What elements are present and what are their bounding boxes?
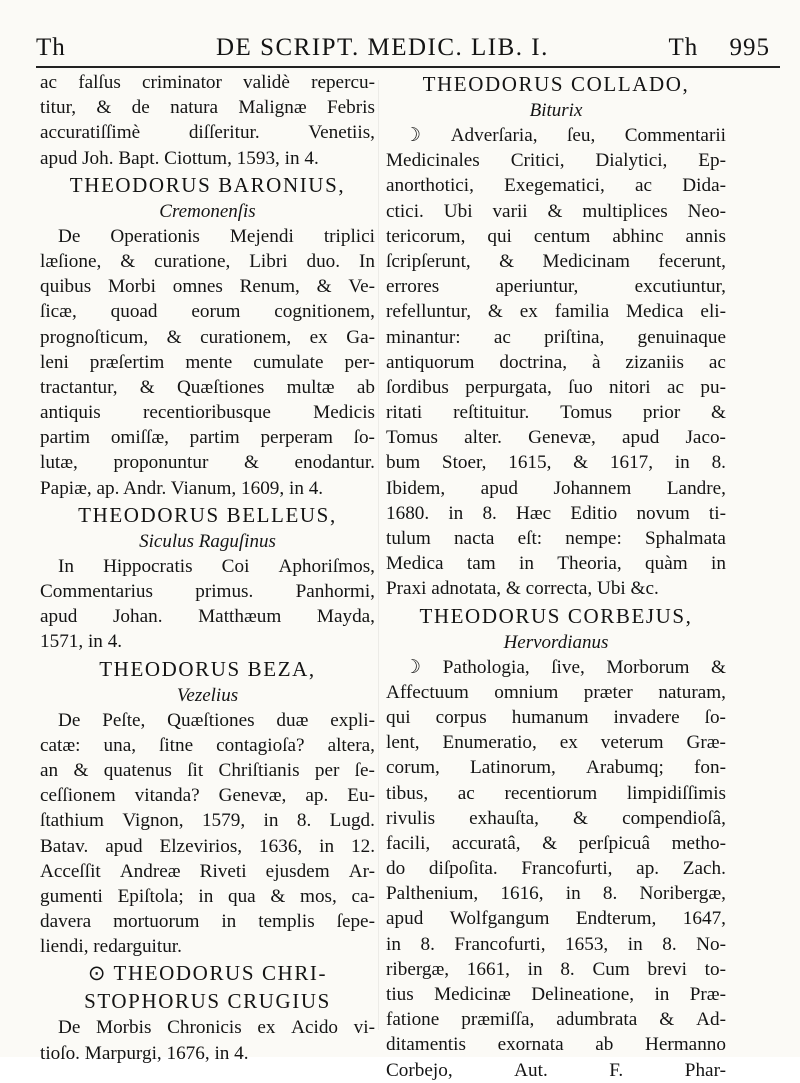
text-line: rivulis exhauſta, & compendioſâ, [386,807,726,829]
text-line: tericorum, qui centum abhinc annis [386,225,726,247]
page-number: 995 [729,34,770,61]
text-line: fatione præmiſſa, adumbrata & Ad- [386,1009,726,1031]
text-line: Medica tam in Theoria, quàm in [386,553,726,575]
text-line: tibus, ac recentiorum limpidiſſimis [386,782,726,804]
entry-heading: THEODORUS BELLEUS, [78,502,337,527]
text-line: Tomus alter. Genevæ, apud Jaco- [386,427,726,449]
text-line: quibus Morbi omnes Renum, & Ve- [40,276,375,298]
text-line: Palthenium, 1616, in 8. Noribergæ, [386,883,726,905]
text-line: refelluntur, & ex familia Medica eli- [386,301,726,323]
text-line: ctici. Ubi varii & multiplices Neo- [386,200,726,222]
text-line: prognoſticum, & curationem, ex Ga- [40,326,375,348]
header-rule [36,66,780,68]
text-line: tius Medicinæ Delineatione, in Præ- [386,984,726,1005]
entry-origin: Siculus Raguſinus [139,530,276,552]
entry-origin: Vezelius [176,684,239,706]
text-line: corum, Latinorum, Arabumq; fon- [386,757,726,779]
text-line: catæ: una, ſitne contagioſa? altera, [40,734,375,756]
text-line: accuratiſſimè diſſeritur. Venetiis, [40,122,375,144]
text-line: lutæ, proponuntur & enodantur. [40,452,375,474]
entry-last-line: Praxi adnotata, & correcta, Ubi &c. [386,578,659,600]
entry-last-line: tioſo. Marpurgi, 1676, in 4. [40,1042,249,1064]
text-line: apud Wolfgangum Endterum, 1647, [386,908,726,930]
entry-first-line: ☽ Adverſaria, ſeu, Commentarii [404,125,726,146]
text-line: apud Johan. Matthæum Mayda, [40,606,375,628]
text-line: minantur: ac priſtina, genuinaque [386,326,726,348]
entry-first-line: De Peſte, Quæſtiones duæ expli- [58,709,375,731]
entry-last-line: Papiæ, ap. Andr. Vianum, 1609, in 4. [40,477,324,499]
text-line: tractantur, & Quæſtiones multæ ab [40,376,375,398]
entry-last-line: 1571, in 4. [40,631,123,653]
text-line: gumenti Epiſtola; in qua & mos, ca- [40,885,375,907]
text-line: antiquis recentioribusque Medicis [40,402,375,424]
text-line: bum Stoer, 1615, & 1617, in 8. [386,452,726,474]
text-line: ſcripſerunt, & Medicinam fecerunt, [386,250,726,272]
entry-last-line: liendi, redarguitur. [40,936,182,958]
text-line: ſtathium Vignon, 1579, in 8. Lugd. [40,810,375,832]
header-left-catchword: Th [36,34,66,61]
text-line: qui corpus humanum invadere ſo- [386,706,726,728]
text-line: ceſſionem vitanda? Genevæ, ap. Eu- [40,785,375,807]
entry-heading: STOPHORUS CRUGIUS [84,989,331,1014]
header-title: DE SCRIPT. MEDIC. LIB. I. [216,34,549,61]
entry-first-line: De Morbis Chronicis ex Acido vi- [58,1017,375,1039]
entry-heading: THEODORUS BARONIUS, [69,172,346,197]
header-right-catchword: Th [668,34,699,61]
entry-last-line: apud Joh. Bapt. Ciottum, 1593, in 4. [40,147,319,169]
entry-first-line: In Hippocratis Coi Aphoriſmos, [58,555,375,577]
text-line: ditamentis exornata ab Hermanno [386,1034,726,1056]
text-line: anorthotici, Exegematici, ac Dida- [386,175,726,197]
entry-heading: THEODORUS CORBEJUS, [419,603,693,628]
text-line: errores aperiuntur, excutiuntur, [386,276,726,298]
text-line: in 8. Francofurti, 1653, in 8. No- [386,933,726,955]
text-line: lent, Enumeratio, ex veterum Græ- [386,732,726,754]
entry-heading: ⊙ THEODORUS CHRI- [87,961,328,986]
text-line: Acceſſit Andreæ Riveti ejusdem Ar- [40,860,375,882]
text-line: facili, accuratâ, & perſpicuâ metho- [386,832,726,854]
text-line: læſione, & curatione, Libri duo. In [40,250,375,272]
right-column [386,70,726,1083]
text-line: 1680. in 8. Hæc Editio novum ti- [386,502,726,524]
text-line: an & quatenus ſit Chriſtianis per ſe- [40,759,375,781]
text-line: tulum nacta eſt: nempe: Sphalmata [386,528,726,549]
text-line: ribergæ, 1661, in 8. Cum brevi to- [386,958,726,980]
left-column [40,70,375,1066]
text-line: leni præſertim mente cumulate per- [40,351,375,373]
text-line: Ibidem, apud Johannem Landre, [386,477,726,499]
entry-heading: THEODORUS COLLADO, [422,72,690,96]
entry-heading: THEODORUS BEZA, [99,656,316,681]
entry-origin: Hervordianus [503,631,609,653]
text-line: ſicæ, quoad eorum cognitionem, [40,301,375,323]
running-header [36,30,780,66]
text-line: Medicinales Critici, Dialytici, Ep- [386,150,726,172]
text-line: Batav. apud Elzevirios, 1636, in 12. [40,835,375,857]
text-line: Corbejo, Aut. F. Phar- [386,1059,726,1081]
text-line: Commentarius primus. Panhormi, [40,581,375,602]
text-line: titur, & de natura Malignæ Febris [40,97,375,119]
entry-first-line: ☽ Pathologia, ſive, Morborum & [404,656,726,678]
text-line: antiquorum doctrina, à zizaniis ac [386,351,726,373]
header-right [668,34,770,62]
text-line: davera mortuorum in templis ſepe- [40,911,375,933]
text-line: Affectuum omnium præter naturam, [386,681,726,703]
text-line: partim omiſſæ, partim perperam ſo- [40,427,375,449]
text-line: ſordibus perpurgata, ſuo nitori ac pu- [386,376,726,398]
entry-origin: Biturix [529,100,583,121]
text-line: ritati reſtituitur. Tomus prior & [386,402,726,424]
column-gutter [378,80,379,1030]
entry-origin: Cremonenſis [159,200,256,222]
text-line: ac falſus criminator validè repercu- [40,72,375,93]
text-line: do diſpoſita. Francofurti, ap. Zach. [386,858,726,880]
entry-first-line: De Operationis Mejendi triplici [58,225,375,247]
